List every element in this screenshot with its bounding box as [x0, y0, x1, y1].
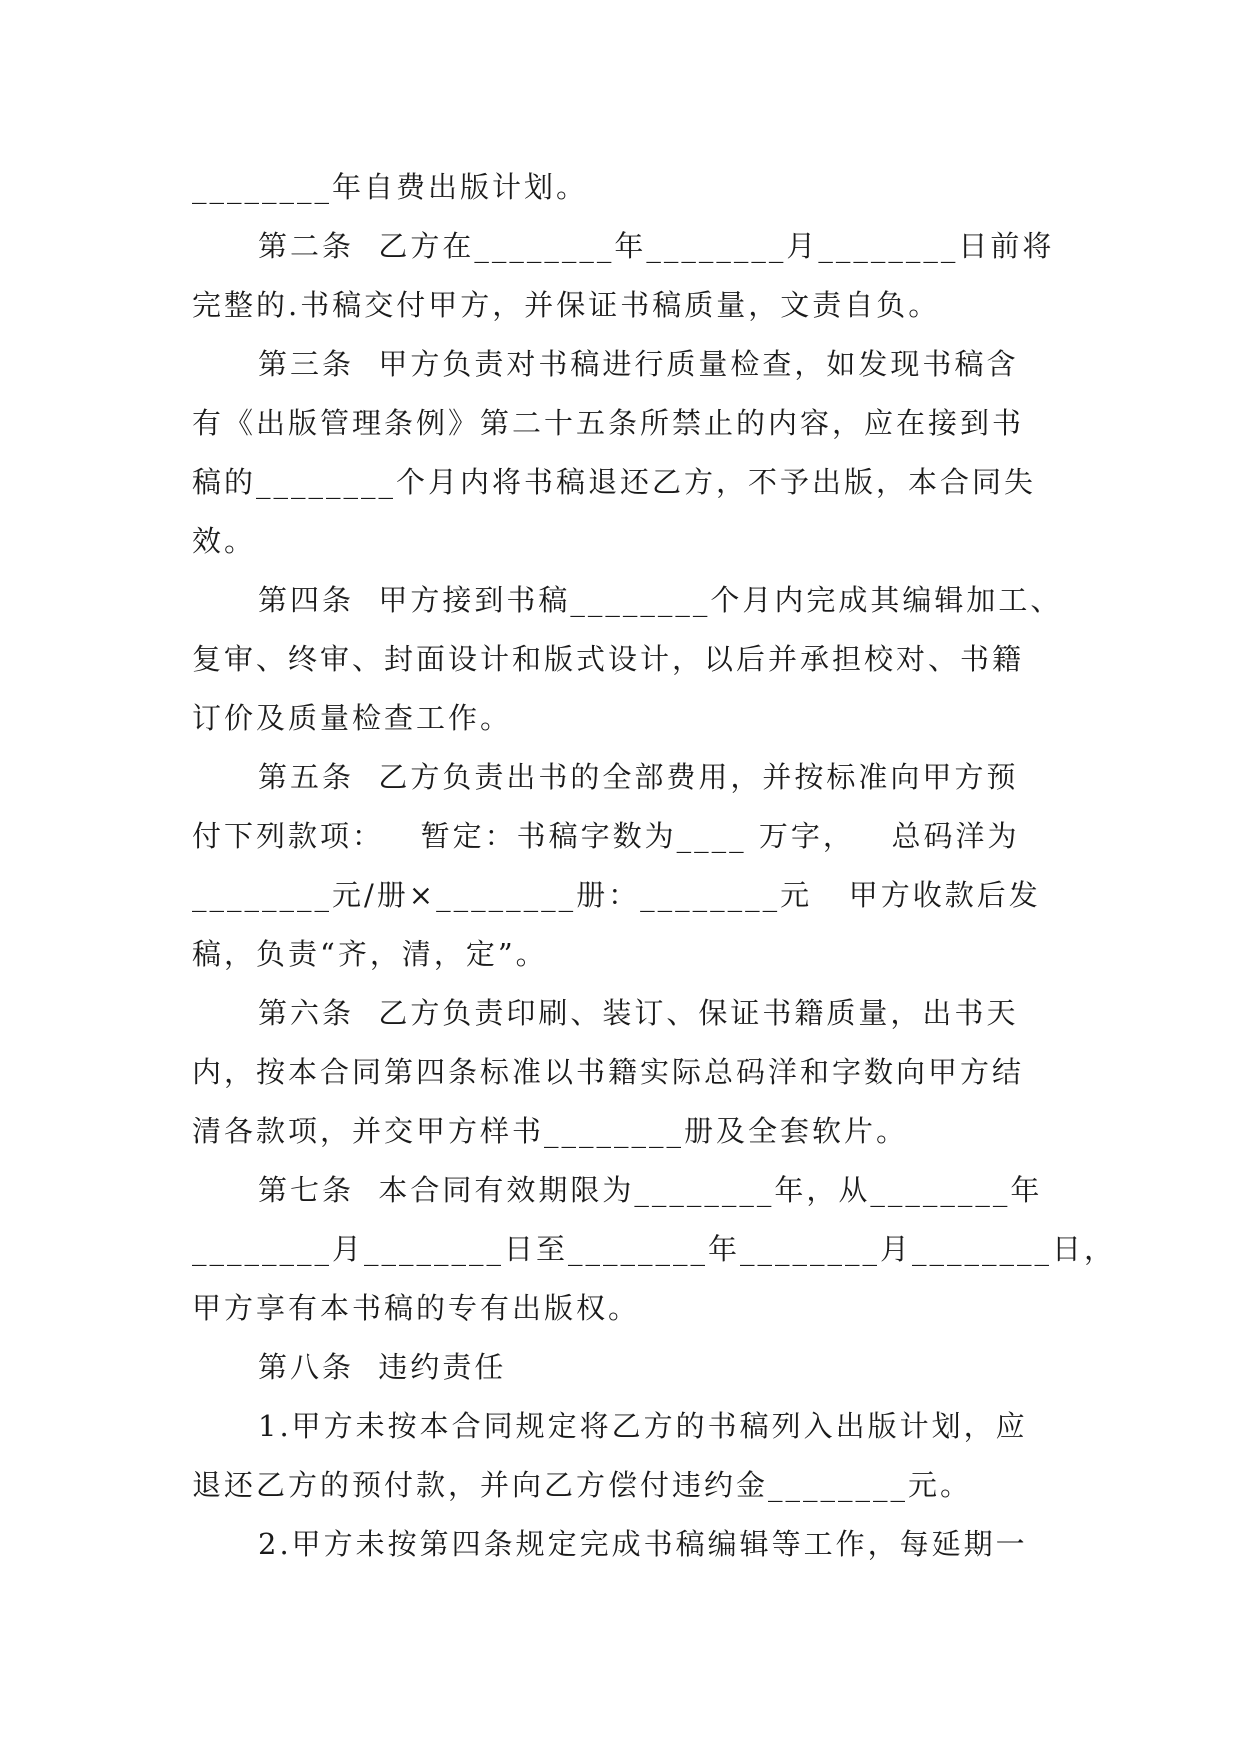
- text-line: 内，按本合同第四条标准以书籍实际总码洋和字数向甲方结: [192, 1055, 1025, 1089]
- article-8-heading: 第八条 违约责任: [258, 1350, 507, 1384]
- text-line: 清各款项，并交甲方样书________册及全套软片。: [192, 1114, 909, 1148]
- text-line: 完整的.书稿交付甲方，并保证书稿质量，文责自负。: [192, 288, 941, 322]
- clause-8-2-line-1: 2.甲方未按第四条规定完成书稿编辑等工作，每延期一: [258, 1527, 1028, 1561]
- text-line: 订价及质量检查工作。: [192, 701, 513, 735]
- text-line: 稿，负责“齐，清，定”。: [192, 937, 548, 971]
- text-line: ________月________日至________年________月________日，: [192, 1232, 1117, 1266]
- contract-body: [192, 158, 1117, 1574]
- article-3-line-1: 第三条 甲方负责对书稿进行质量检查，如发现书稿含: [258, 347, 1019, 381]
- text-line: ________年自费出版计划。: [192, 170, 589, 204]
- text-line: 稿的________个月内将书稿退还乙方，不予出版，本合同失: [192, 465, 1037, 499]
- article-5-line-1: 第五条 乙方负责出书的全部费用，并按标准向甲方预: [258, 760, 1019, 794]
- text-line: 甲方享有本书稿的专有出版权。: [192, 1291, 641, 1325]
- clause-8-1-line-1: 1.甲方未按本合同规定将乙方的书稿列入出版计划，应: [258, 1409, 1028, 1443]
- article-6-line-1: 第六条 乙方负责印刷、装订、保证书籍质量，出书天: [258, 996, 1019, 1030]
- text-line: 退还乙方的预付款，并向乙方偿付违约金________元。: [192, 1468, 973, 1502]
- text-line: 复审、终审、封面设计和版式设计，以后并承担校对、书籍: [192, 642, 1025, 676]
- text-line: 有《出版管理条例》第二十五条所禁止的内容，应在接到书: [192, 406, 1025, 440]
- text-line: 付下列款项： 暂定：书稿字数为____ 万字， 总码洋为: [192, 819, 1020, 853]
- text-line: ________元/册×________册：________元 甲方收款后发: [192, 878, 1041, 912]
- article-2-line-1: 第二条 乙方在________年________月________日前将: [258, 229, 1055, 263]
- article-4-line-1: 第四条 甲方接到书稿________个月内完成其编辑加工、: [258, 583, 1063, 617]
- article-7-line-1: 第七条 本合同有效期限为________年，从________年: [258, 1173, 1043, 1207]
- text-line: 效。: [192, 524, 257, 558]
